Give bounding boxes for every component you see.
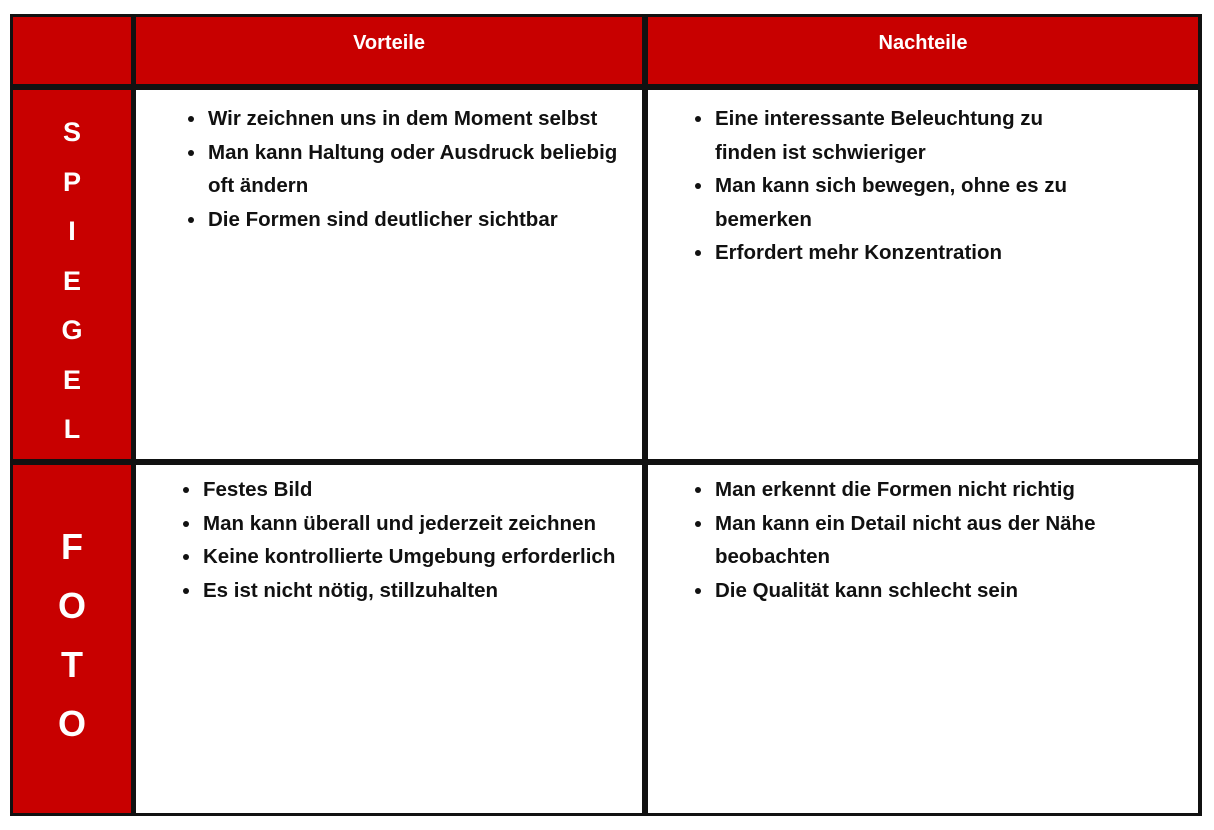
- list-item: Eine interessante Beleuchtung zu finden ist schwieriger: [689, 102, 1109, 169]
- header-advantages: Vorteile: [136, 17, 642, 84]
- list-item: Festes Bild: [177, 473, 627, 507]
- foto-disadvantages-list: [689, 473, 1129, 607]
- list-item: Man kann sich bewegen, ohne es zu bemerken: [689, 169, 1109, 236]
- row-label-letter: E: [62, 364, 81, 395]
- header-disadvantages: Nachteile: [648, 17, 1198, 84]
- row-label-letter: G: [61, 315, 83, 345]
- row-label-letter: O: [57, 585, 86, 626]
- foto-advantages-list: [177, 473, 627, 607]
- list-item: Wir zeichnen uns in dem Moment selbst: [182, 102, 622, 136]
- list-item: Keine kontrollierte Umgebung erforderlich: [177, 540, 627, 574]
- row-label-letter: F: [61, 526, 83, 567]
- spiegel-advantages-list: [182, 102, 622, 236]
- list-item: Man erkennt die Formen nicht richtig: [689, 473, 1129, 507]
- list-item: Es ist nicht nötig, stillzuhalten: [177, 574, 627, 608]
- list-item: Die Formen sind deutlicher sichtbar: [182, 203, 622, 237]
- row-label-letter: S: [62, 117, 81, 147]
- list-item: Man kann ein Detail nicht aus der Nähe beobachten: [689, 507, 1129, 574]
- row-label-letter: O: [57, 703, 86, 744]
- row-label-letter: L: [63, 414, 81, 444]
- list-item: Man kann Haltung oder Ausdruck beliebig oft ändern: [182, 136, 622, 203]
- row-label-letter: I: [68, 216, 76, 246]
- row-label-spiegel: [13, 90, 131, 459]
- row-label-letter: E: [62, 265, 81, 296]
- header-corner-cell: [13, 17, 131, 84]
- row-label-foto: [13, 465, 131, 813]
- row-label-letter: T: [61, 644, 83, 685]
- list-item: Die Qualität kann schlecht sein: [689, 574, 1129, 608]
- row-label-letter: P: [62, 166, 81, 197]
- list-item: Erfordert mehr Konzentration: [689, 236, 1109, 270]
- spiegel-disadvantages-list: [689, 102, 1109, 270]
- list-item: Man kann überall und jederzeit zeichnen: [177, 507, 627, 541]
